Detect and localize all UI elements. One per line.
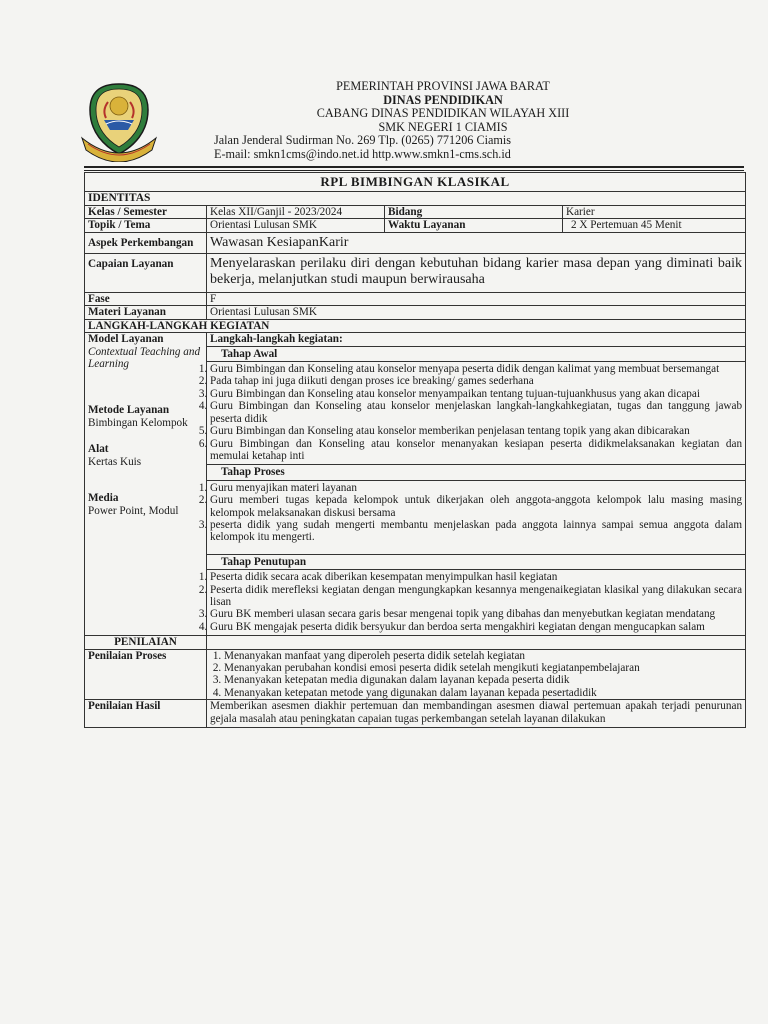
office-name: DINAS PENDIDIKAN [383,92,503,107]
penilaian-hasil-label: Penilaian Hasil [85,700,207,728]
list-item: 5. Guru Bimbingan dan Konseling atau konselor memberikan penjelasan tentang topik yang akan dibicarakan [210,425,742,437]
alat-value: Kertas Kuis [88,455,142,468]
penilaian-hasil-row [85,700,746,728]
alat-label: Alat [88,443,109,456]
letterhead [78,80,748,168]
tahap-penutupan-heading: Tahap Penutupan [207,554,745,570]
school-name: SMK NEGERI 1 CIAMIS [378,119,508,134]
west-java-emblem-icon [78,80,160,162]
letterhead-divider-thick [84,166,744,168]
kelas-label: Kelas / Semester [85,205,207,218]
list-item: 3. Menanyakan ketepatan media digunakan dalam layanan kepada peserta didik [224,674,742,686]
bidang-label: Bidang [385,205,563,218]
school-address: Jalan Jenderal Sudirman No. 269 Tlp. (0265) 771206 Ciamis [214,133,511,148]
langkah-left-column [85,333,207,636]
list-item: 4. Guru Bimbingan dan Konseling atau konselor menjelaskan langkah-langkahkegiatan, tugas dan tanggung jawab peserta didik [210,400,742,425]
langkah-row [85,333,746,636]
gov-name: PEMERINTAH PROVINSI JAWA BARAT [336,79,550,93]
document-title: RPL BIMBINGAN KLASIKAL [85,173,746,192]
list-item: 2. Guru memberi tugas kepada kelompok untuk dikerjakan oleh anggota-anggota kelompok lalu masing masing kelompok melaksanakan diskusi bersama [210,494,742,519]
materi-value: Orientasi Lulusan SMK [207,306,746,319]
capaian-value: Menyelaraskan perilaku diri dengan kebutuhan bidang karier masa depan yang diminati baik bekerja, melanjutkan studi maupun berwirausaha [207,254,746,293]
list-item: 1. Peserta didik secara acak diberikan kesempatan menyimpulkan hasil kegiatan [210,571,742,583]
penilaian-proses-row [85,649,746,700]
langkah-title-row [85,319,746,332]
fase-row [85,293,746,306]
penilaian-title-row [85,636,746,649]
branch-name: CABANG DINAS PENDIDIKAN WILAYAH XIII [316,106,570,121]
topik-label: Topik / Tema [85,219,207,232]
penilaian-proses-label: Penilaian Proses [85,649,207,700]
list-item: 2. Pada tahap ini juga diikuti dengan proses ice breaking/ games sederhana [210,375,742,387]
title-row [85,173,746,192]
penilaian-proses-list [210,650,742,700]
media-label: Media [88,492,119,505]
capaian-row [85,254,746,293]
tahap-awal-list [210,362,742,464]
aspek-label: Aspek Perkembangan [85,232,207,253]
tahap-proses-list [210,481,742,554]
list-item: 1. Guru Bimbingan dan Konseling atau konselor menyapa peserta didik dengan kalimat yang membuat bersemangat [210,363,742,375]
langkah-heading: Langkah-langkah kegiatan: [210,333,343,346]
waktu-value: 2 X Pertemuan 45 Menit [563,219,746,232]
materi-row [85,306,746,319]
list-item: 3. Guru Bimbingan dan Konseling atau konselor menyampaikan tentang tujuan-tujuankhusus yang akan dicapai [210,388,742,400]
letterhead-divider-thin [84,170,744,171]
list-item: 3. peserta didik yang sudah mengerti membantu menjelaskan pada anggota lainnya sampai semua anggota dalam kelompok itu mengerti. [210,519,742,544]
penilaian-proses-value [207,649,746,700]
aspek-value: Wawasan KesiapanKarir [207,232,746,253]
list-item: 6. Guru Bimbingan dan Konseling atau konselor menanyakan kesiapan peserta didikmelaksanakan kegiatan dan memulai ketahap inti [210,438,742,463]
langkah-right-column [207,333,746,636]
metode-value: Bimbingan Kelompok [88,416,188,429]
list-item: 4. Guru BK mengajak peserta didik bersyukur dan berdoa serta mengakhiri kegiatan dengan mengucapkan salam [210,621,742,633]
penilaian-hasil-value: Memberikan asesmen diakhir pertemuan dan membandingan asesmen diawal pertemuan apakah terjadi penurunan gejala masalah atau peningkatan capaian tugas perkembangan setelah layanan dilakukan [207,700,746,728]
identitas-row [85,192,746,205]
section-langkah: LANGKAH-LANGKAH KEGIATAN [85,319,746,332]
topik-row [85,219,746,232]
list-item: 3. Guru BK memberi ulasan secara garis besar mengenai topik yang dibahas dan menyebutkan kegiatan mendatang [210,608,742,620]
section-identitas: IDENTITAS [85,192,746,205]
letterhead-text [208,80,678,162]
media-value: Power Point, Modul [88,504,179,517]
list-item: 2. Menanyakan perubahan kondisi emosi peserta didik setelah mengikuti kegiatanpembelajaran [224,662,742,674]
tahap-awal-heading: Tahap Awal [207,346,745,362]
topik-value: Orientasi Lulusan SMK [207,219,385,232]
model-label: Model Layanan [88,333,164,346]
list-item: 1. Menanyakan manfaat yang diperoleh peserta didik setelah kegiatan [224,650,742,662]
school-contact: E-mail: smkn1cms@indo.net.id http.www.smkn1-cms.sch.id [214,146,511,161]
penilaian-title-empty [207,636,746,649]
section-penilaian: PENILAIAN [85,636,207,649]
metode-label: Metode Layanan [88,404,170,417]
waktu-label: Waktu Layanan [385,219,563,232]
fase-label: Fase [85,293,207,306]
list-item: 1. Guru menyajikan materi layanan [210,482,742,494]
list-item: 2. Peserta didik merefleksi kegiatan dengan mengungkapkan kesannya mengenaikegiatan klasikal yang dilakukan secara lisan [210,584,742,609]
tahap-penutupan-list [210,570,742,635]
materi-label: Materi Layanan [85,306,207,319]
list-item: 4. Menanyakan ketepatan metode yang digunakan dalam layanan kepada pesertadidik [224,687,742,699]
kelas-value: Kelas XII/Ganjil - 2023/2024 [207,205,385,218]
capaian-label: Capaian Layanan [85,254,207,293]
aspek-row [85,232,746,253]
fase-value: F [207,293,746,306]
rpl-table-wrapper [84,172,745,728]
model-value: Contextual Teaching and Learning [88,345,201,371]
kelas-row [85,205,746,218]
tahap-proses-heading: Tahap Proses [207,464,745,480]
bidang-value: Karier [563,205,746,218]
rpl-table [84,172,746,728]
